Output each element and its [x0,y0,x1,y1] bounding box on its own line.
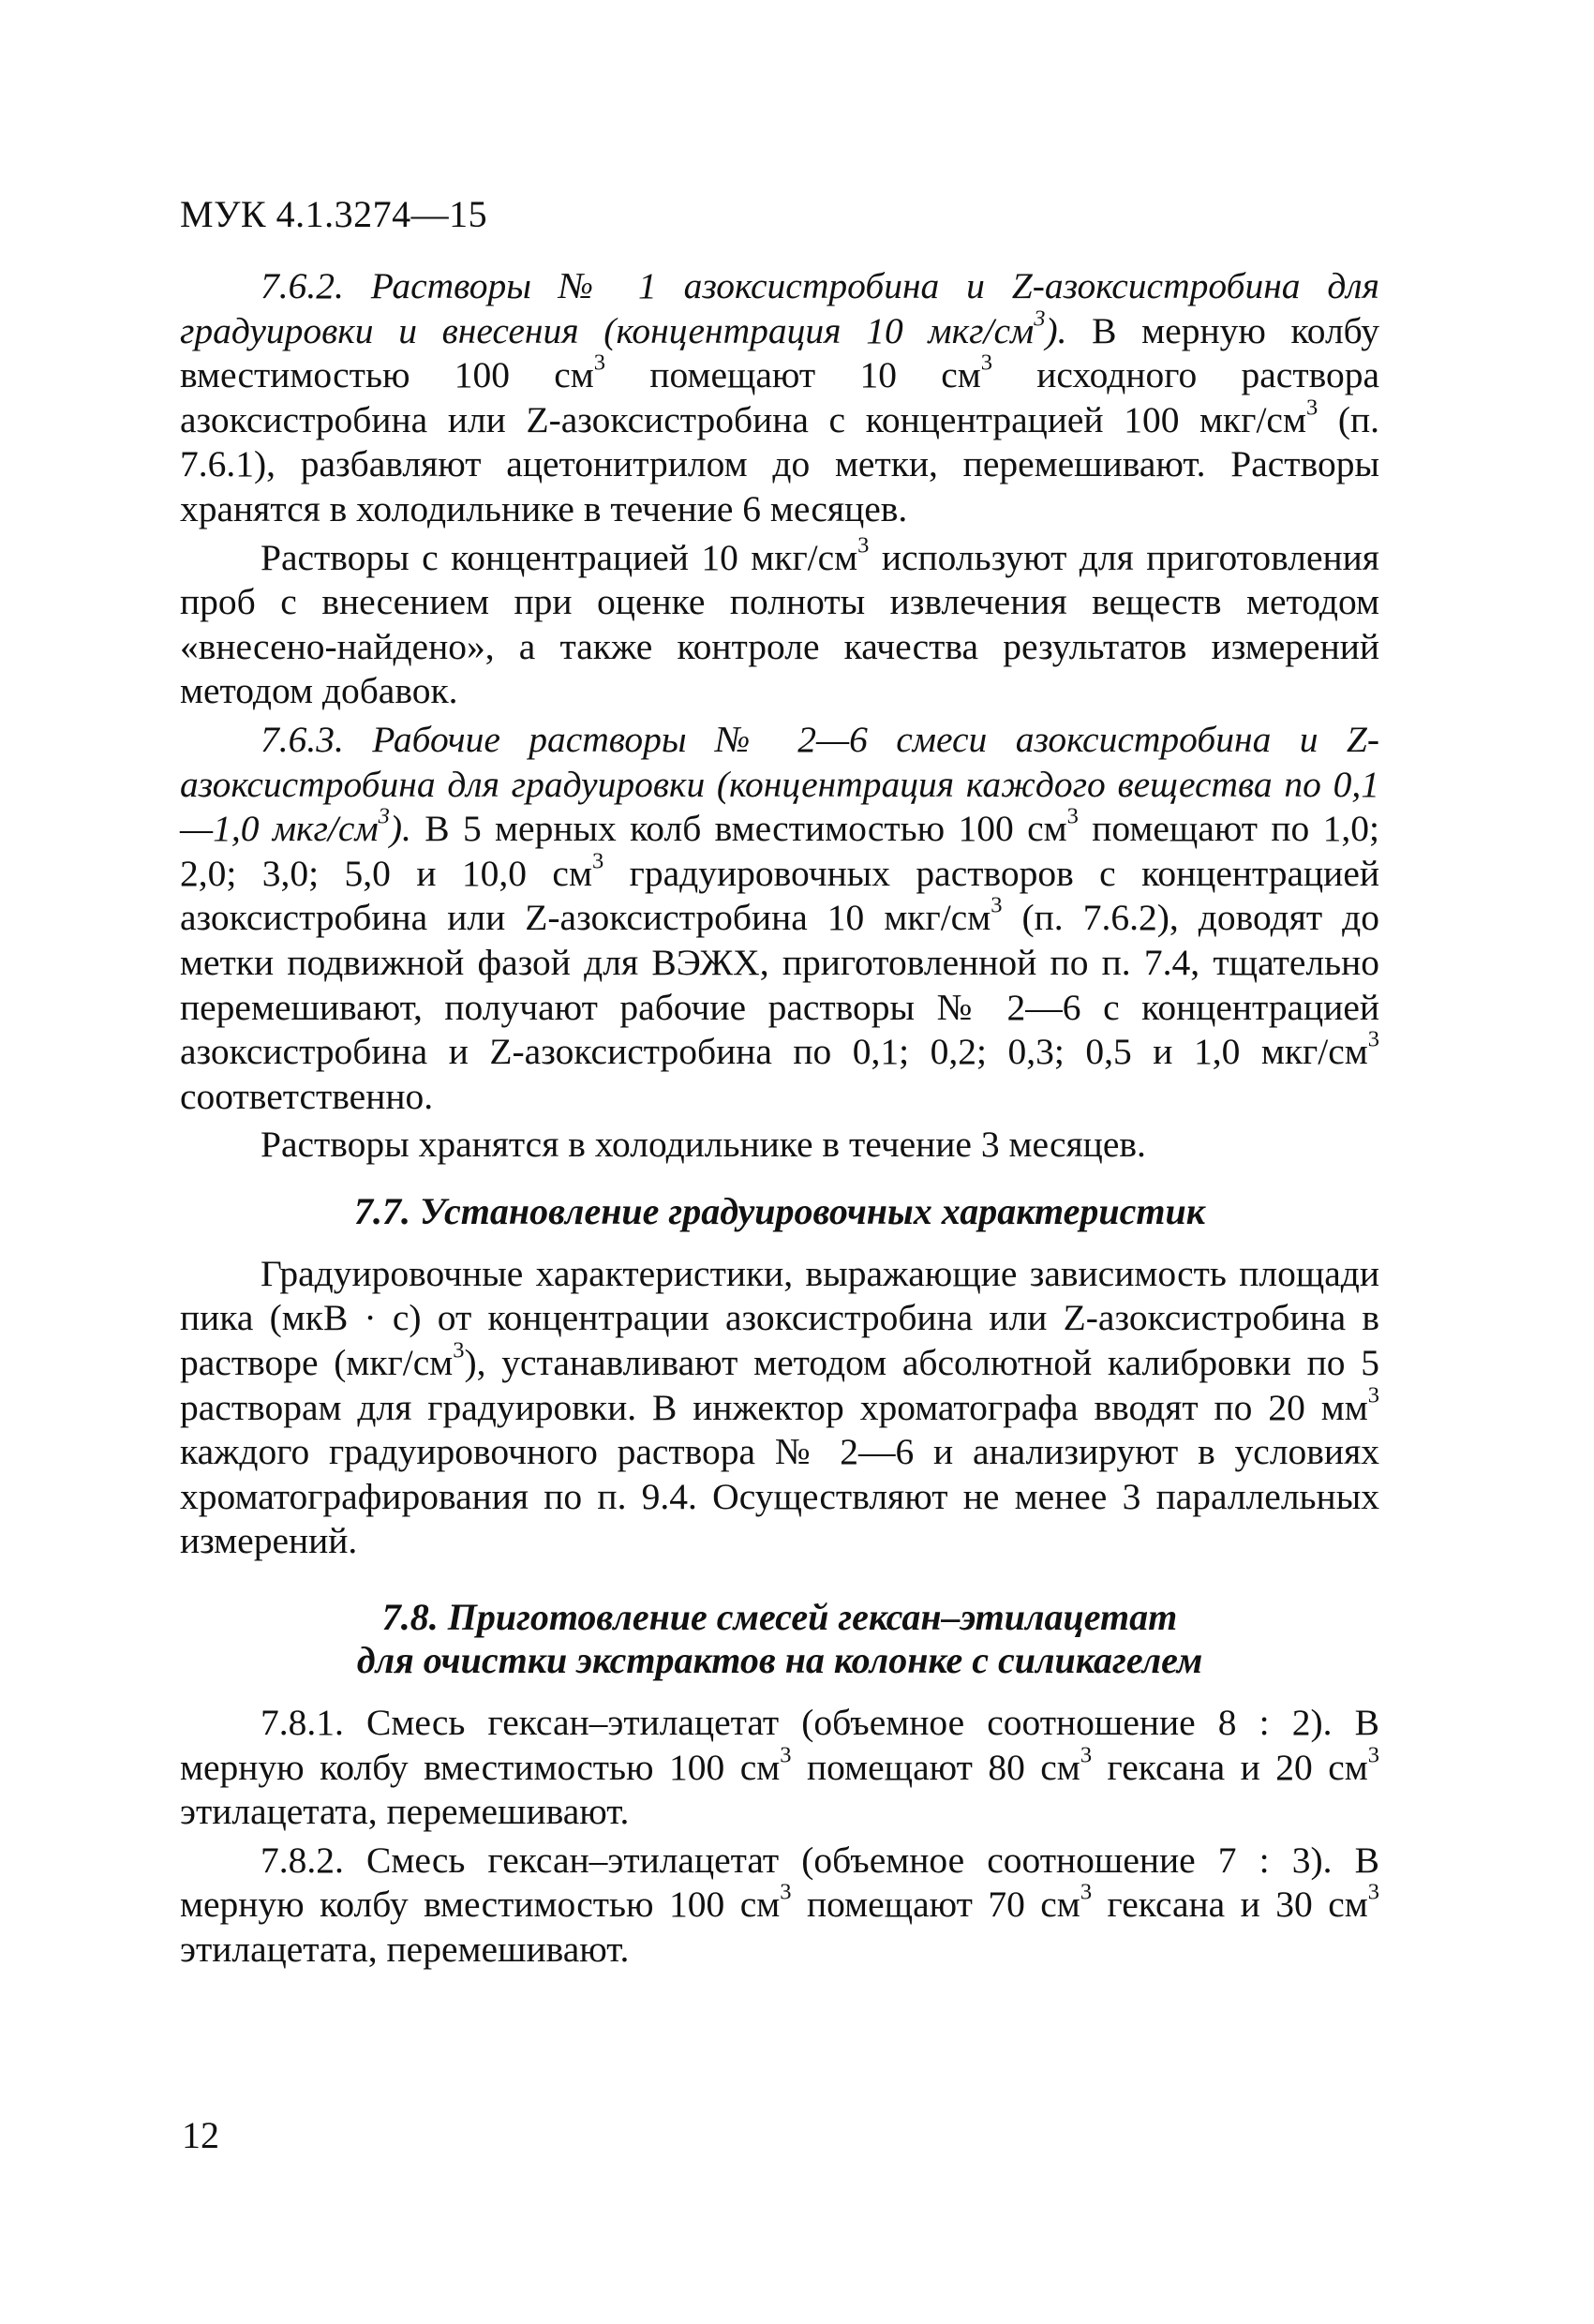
section-heading-7-8 [180,1596,1379,1682]
paragraph-7-8-2: 7.8.2. Смесь гексан–этилацетат (объемное соотношение 7 : 3). В мерную колбу вместимостью 100 $см^3$ помещают 70 $см^3$ гексана и 30 $см^3$ этилацетата, перемешивают. [180,1839,1379,1970]
document-id: МУК 4.1.3274—15 [180,193,488,235]
section-title-7-6-2: 7.6.2. Растворы № 1 азоксистробина и Z-азоксистробина для градуировки и внесения (концентрация 10 мкг/$см^3$). [180,265,1379,351]
paragraph-7-8-1: 7.8.1. Смесь гексан–этилацетат (объемное соотношение 8 : 2). В мерную колбу вместимостью 100 $см^3$ помещают 80 $см^3$ гексана и 20 $см^3$ этилацетата, перемешивают. [180,1702,1379,1833]
page-number: 12 [182,2114,219,2156]
paragraph-7-6-2: 7.6.2. Растворы № 1 азоксистробина и Z-азоксистробина для градуировки и внесения (концентрация 10 мкг/$см^3$). В мерную колбу вместимостью 100 $см^3$ помещают 10 $см^3$ исходного раствора азоксистробина или Z-азоксистробина с концентрацией 100 мкг/$см^3$ (п. 7.6.1), разбавляют ацетонитрилом до метки, перемешивают. Растворы хранятся в холодильнике в течение 6 месяцев. [180,265,1380,529]
paragraph-7-6-3: 7.6.3. Рабочие растворы № 2—6 смеси азоксистробина и Z-азоксистробина для градуировки (концентрация каждого вещества по 0,1—1,0 мкг/$см^3$). В 5 мерных колб вместимостью 100 $см^3$ помещают по 1,0; 2,0; 3,0; 5,0 и 10,0 $см^3$ градуировочных растворов с концентрацией азоксистробина или Z-азоксистробина 10 мкг/$см^3$ (п. 7.6.2), доводят до метки подвижной фазой для ВЭЖХ, приготовленной по п. 7.4, тщательно перемешивают, получают рабочие растворы № 2—6 с концентрацией азоксистробина и Z-азоксистробина по 0,1; 0,2; 0,3; 0,5 и 1,0 мкг/$см^3$ соответственно. [180,718,1379,1117]
section-heading-7-8-line-2: для очистки экстрактов на колонке с силикагелем [356,1639,1203,1682]
section-heading-7-7: 7.7. Установление градуировочных характеристик [354,1189,1205,1232]
document-body [180,264,1379,1973]
paragraph-7-7: Градуировочные характеристики, выражающие зависимость площади пика (мкВ · с) от концентрации азоксистробина или Z-азоксистробина в растворе $(мкг/см^3)$, устанавливают методом абсолютной калибровки по 5 растворам для градуировки. В инжектор хроматографа вводят по 20 $мм^3$ каждого градуировочного раствора № 2—6 и анализируют в условиях хроматографирования по п. 9.4. Осуществляют не менее 3 параллельных измерений. [180,1252,1379,1562]
paragraph-7-6-3-storage: Растворы хранятся в холодильнике в течение 3 месяцев. [261,1124,1146,1166]
paragraph-7-6-2-usage: Растворы с концентрацией 10 мкг/$см^3$ используют для приготовления проб с внесением при оценке полноты извлечения веществ методом «внесено-найдено», а также контроле качества результатов измерений методом добавок. [180,532,1379,712]
section-title-7-6-3: 7.6.3. Рабочие растворы № 2—6 смеси азоксистробина и Z-азоксистробина для градуировки (концентрация каждого вещества по 0,1—1,0 мкг/$см^3$). [180,718,1379,850]
section-heading-7-8-line-1: 7.8. Приготовление смесей гексан–этилацетат [381,1596,1178,1639]
